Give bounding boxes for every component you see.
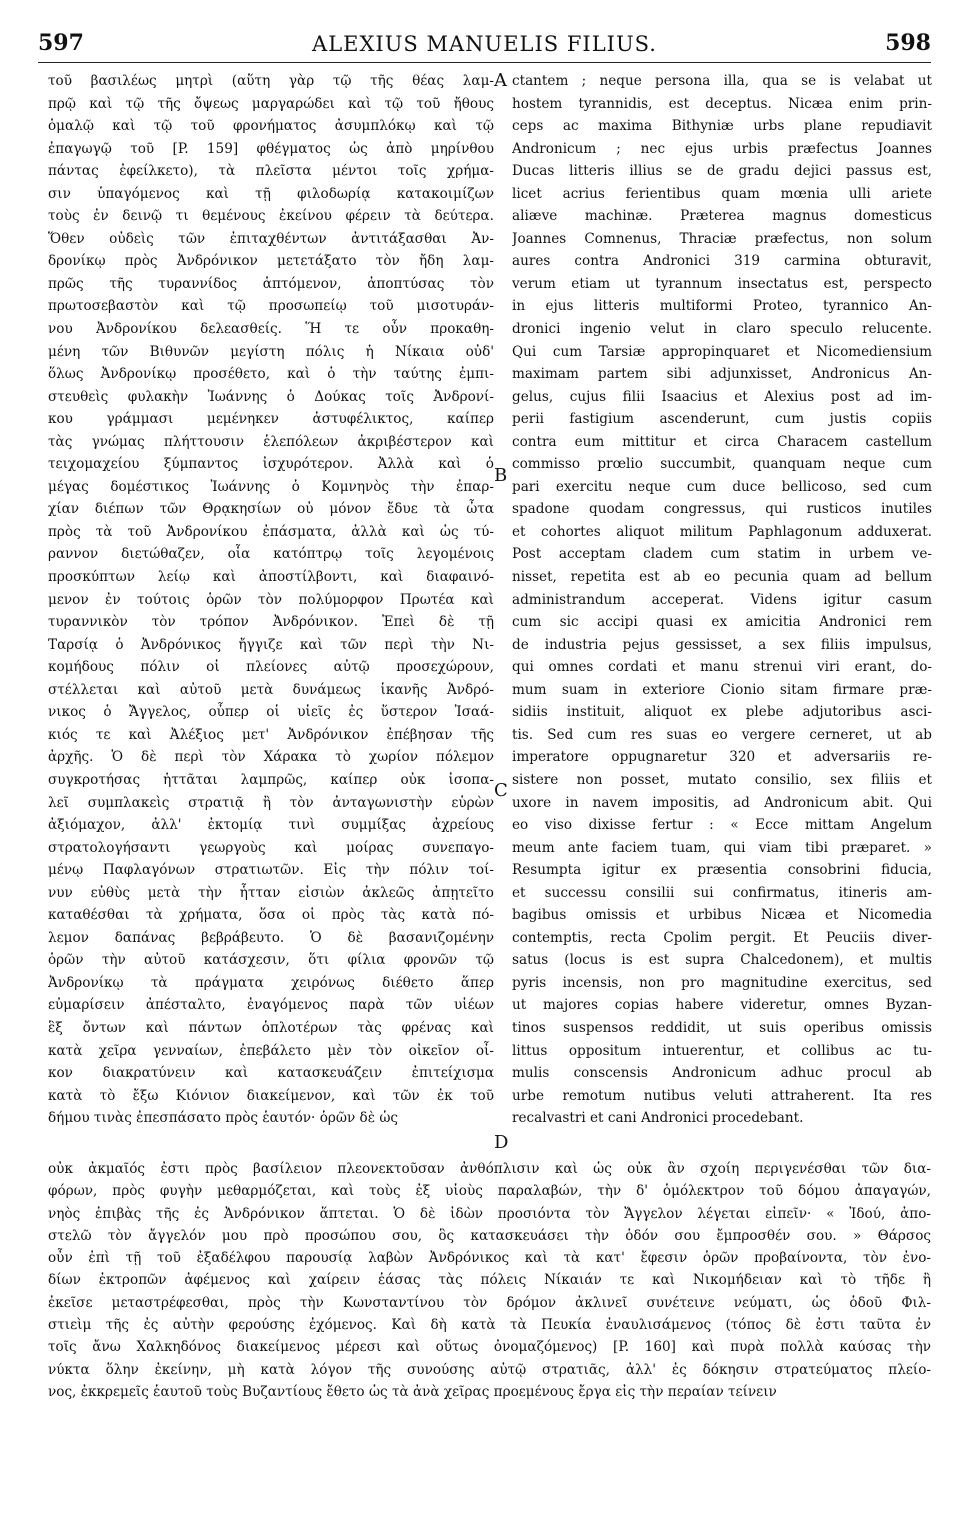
bottom-greek-text-line: δίων ἐκτροπῶν ἀφέμενος καὶ χαίρειν ἐάσας τὰς πόλεις Νίκαιάν τε καὶ Νικομήδειαν καὶ τὸ τῆδε ἢ (48, 1272, 931, 1289)
latin-text-line: hostem tyrannidis, est deceptus. Nicæa enim prin- (512, 95, 932, 112)
greek-text-line: κατὰ χεῖρα γενναίων, ἐπεβάλετο μὲν τὸν οἰκεῖον οἶ- (48, 1042, 494, 1059)
header-rule (38, 62, 931, 63)
page-header (38, 24, 931, 58)
greek-text-line: δήμου τινὰς ἐπεσπάσατο πρὸς ἑαυτόν· ὁρῶν δὲ ὡς (48, 1110, 399, 1127)
greek-text-line: ὁμαλῷ καὶ τῷ τοῦ φρονήματος ἀσυμπλόκῳ καὶ τῷ (48, 118, 494, 135)
latin-text-line: maximam partem sibi adjunxisset, Andronicus An- (512, 366, 932, 383)
latin-text-line: bagibus omissis et urbibus Nicæa et Nicomedia (512, 907, 932, 924)
bottom-greek-text-line: στιεὶμ τῆς ἐς αὐτὴν φερούσης ἐχόμενος. Καὶ δὴ κατὰ τὰ Πευκία ἐναυλισάμενος (τόπος δὲ ἐστι ταῦτα ἐν (48, 1317, 931, 1334)
latin-text-line: contemptis, recta Cpolim pergit. Et Peuciis diver- (512, 929, 932, 946)
bottom-greek-text-line: οὐκ ἀκμαῖός ἐστι πρὸς βασίλειον πλεονεκτοῦσαν ἀνθόπλισιν καὶ ὡς οὐκ ἂν σχοίη περιγενέσθαι τῶν δια- (48, 1161, 931, 1177)
latin-text-line: eo viso dixisse fertur : « Ecce mittam Angelum (512, 817, 932, 834)
latin-text-line: spadone quodam congressus, qui rusticos inutiles (512, 501, 932, 518)
greek-text-line: προσκύπτων λείῳ καὶ ἀποστίλβοντι, καὶ διαφαινό- (48, 569, 494, 586)
greek-text-line: νυν εὐθὺς μετὰ τὴν ἧτταν εἰσιὼν ἀκλεῶς ἀπῃτεῖτο (48, 884, 494, 901)
greek-text-line: πρὸς τὰ τοῦ Ἀνδρονίκου ἐπάσματα, ἀλλὰ καὶ ὡς τύ- (48, 523, 494, 540)
greek-text-line: νου Ἀνδρονίκου δελεασθείς. Ἥ τε οὖν προκαθη- (48, 321, 494, 338)
greek-text-line: πάντας ἐφείλκετο), τὰ πλεῖστα μέντοι τοῖς χρήμα- (48, 163, 494, 180)
latin-text-line: gelus, cujus filii Isaacius et Alexius post ad im- (512, 388, 932, 405)
bottom-greek-text-line: νηὸς ἐπιβὰς τῆς ἐς Ἀνδρόνικον ἅπτεται. Ὁ δὲ ἰδὼν προσιόντα τὸν Ἄγγελον λέγεται εἰπεῖν· « Ἰδού, ἀπο- (48, 1205, 931, 1222)
greek-text-line: τυραννικὸν τὸν τρόπον Ἀνδρόνικον. Ἐπεὶ δὲ τῇ (48, 614, 494, 631)
section-marker-c: C (494, 780, 508, 801)
greek-text-line: Ἀνδρονίκῳ τὰ πράγματα χειρόνως διέθετο ἅπερ (48, 974, 494, 991)
greek-text-line: εὐμαρίσειν ἀπέσταλτο, ἐναγόμενος παρὰ τῶν υἱέων (48, 997, 494, 1014)
greek-text-line: ὅλως Ἀνδρονίκῳ προσέθετο, καὶ ὁ τὴν ταύτης ἐμπι- (48, 366, 494, 383)
greek-text-line: ἀρχῆς. Ὁ δὲ περὶ τὸν Χάρακα τὸ χωρίον πόλεμον (48, 749, 494, 766)
greek-text-line: χίαν διέπων τῶν Θρᾳκησίων οὐ μόνον ἔδυε τὰ ὦτα (48, 501, 494, 518)
latin-text-line: sidiis instituit, aliquot ex plebe adjutoribus asci- (512, 704, 932, 721)
page-number-left: 597 (38, 30, 84, 56)
bottom-greek-text-line: οὖν ἐπὶ τῇ τοῦ ἐξαδέλφου παρουσίᾳ λαβὼν Ἀνδρόνικος καὶ τὰ κατ' ἔφεσιν ὁρῶν προβαίνοντα, τὸν ἐνο- (48, 1250, 931, 1267)
greek-text-column (48, 70, 494, 1130)
greek-text-line: πρωτοσεβαστὸν καὶ τῷ προσωπείῳ τοῦ μισοτυράν- (48, 298, 494, 315)
latin-text-line: Resumpta igitur ex præsentia consobrini fiducia, (512, 862, 932, 879)
greek-text-line: ὁρῶν τὴν αὐτοῦ κατάσχεσιν, ὅτι φίλια φρονῶν τῷ (48, 952, 494, 969)
latin-text-line: meum ante faciem tuam, qui viam tibi præparet. » (512, 839, 932, 856)
latin-text-line: recalvastri et cani Andronici procedebant. (512, 1110, 804, 1127)
latin-text-line: Andronicum ; nec ejus urbis præfectus Joannes (512, 140, 932, 157)
section-marker-b: B (494, 465, 508, 486)
latin-text-line: imperatore oppugnaretur 320 et adversariis re- (512, 749, 932, 766)
latin-text-line: satus (locus is est supra Chalcedonem), et multis (512, 952, 932, 969)
greek-text-line: σιν ὑπαγόμενος καὶ τῇ φιλοδωρίᾳ κατακοιμίζων (48, 185, 494, 202)
greek-text-line: καταθέσθαι τὰ χρήματα, ὅσα οἱ πρὸς τὰς κατὰ πό- (48, 907, 494, 924)
latin-text-line: in ejus litteris multiformi Proteo, tyrannico An- (512, 298, 932, 315)
greek-text-line: κατὰ τὸ ἔξω Κιόνιον διακείμενον, καὶ τῶν ἐκ τοῦ (48, 1087, 494, 1104)
greek-text-line: ἐπαγωγῷ τοῦ [P. 159] φθέγματος ὡς ἀπὸ μηρίνθου (48, 140, 494, 157)
greek-text-line: κιός τε καὶ Ἀλέξιος μετ' Ἀνδρόνικον ἐπέβησαν τῆς (48, 726, 494, 743)
greek-text-line: τοὺς ἐν δεινῷ τι θεμένους ἐκείνου φέρειν τὰ δεύτερα. (48, 208, 494, 225)
bottom-greek-text-line: τοῖς ἄνω Χαλκηδόνος διακείμενος μέρεσι καὶ οὕτως ὀνομαζόμενος) [P. 160] καὶ πυρὰ πολλὰ καύσας τὴν (48, 1339, 931, 1356)
greek-text-line: πρῶς τῆς τυραννίδος ἁπτόμενον, ἀποπτύσας τὸν (48, 275, 494, 292)
latin-text-line: aliæve machinæ. Præterea magnus domesticus (512, 208, 932, 225)
latin-text-line: urbe remotum nutibus veluti attraherent. Ita res (512, 1087, 932, 1104)
latin-text-column (512, 70, 932, 1130)
latin-text-line: nisset, repetita est ab eo pecunia quam ad bellum (512, 569, 932, 586)
latin-text-line: tis. Sed cum res suas eo vergere cerneret, ut ab (512, 726, 932, 743)
greek-text-line: πρῷ καὶ τῷ τῆς ὄψεως μαργαρώδει καὶ τῷ τοῦ ἤθους (48, 95, 494, 112)
greek-text-line: δρονίκῳ πρὸς Ἀνδρόνικον μετετάξατο τὸν ἤδη λαμ- (48, 253, 494, 270)
greek-text-line: μένῳ Παφλαγόνων στρατιωτῶν. Εἰς τὴν πόλιν τοί- (48, 862, 494, 879)
greek-text-line: κου γράμμασι μεμένηκεν ἀστυφέλικτος, καίπερ (48, 411, 494, 428)
latin-text-line: ceps ac maxima Bithyniæ urbs plane repudiavit (512, 118, 932, 135)
greek-text-line: συγκροτήσας ἡττᾶται λαμπρῶς, καίπερ οὐκ ἰσοπα- (48, 771, 494, 788)
latin-text-line: dronici ingenio velut in claro speculo relucente. (512, 321, 932, 338)
latin-text-line: et successu consilii sui confirmatus, itineris am- (512, 884, 932, 901)
bottom-greek-text-line: νος, ἐκκρεμεῖς ἑαυτοῦ τοὺς Βυζαντίους ἔθετο ὡς τὰ ἀνὰ χεῖρας προεμένους ἔργα εἰς τὴν περαίαν τείνειν (48, 1383, 777, 1400)
latin-text-line: commisso prœlio succumbit, quanquam neque cum (512, 456, 932, 473)
latin-text-line: verum etiam ut tyrannum insectatus est, perspecto (512, 275, 932, 292)
greek-text-line: τοῦ βασιλέως μητρὶ (αὕτη γὰρ τῷ τῆς θέας λαμ- (48, 73, 494, 89)
greek-text-line: λεμον δαπάνας βεβράβευτο. Ὁ δὲ βασανιζομένην (48, 929, 494, 946)
latin-text-line: contra eum mittitur et circa Characem castellum (512, 433, 932, 450)
bottom-greek-text-line: νύκτα ὅλην ἐκείνην, μὴ κατὰ λόγον τῆς συνούσης αὐτῷ στρατιᾶς, ἀλλ' ἐς δόκησιν στρατεύματος πλείο- (48, 1361, 931, 1378)
latin-text-line: Ducas litteris illius se de gradu dejici passus est, (512, 163, 932, 180)
greek-text-line: Ταρσίᾳ ὁ Ἀνδρόνικος ἤγγιζε καὶ τῶν περὶ τὴν Νι- (48, 636, 494, 653)
greek-text-line: μένη τῶν Βιθυνῶν μεγίστη πόλις ἡ Νίκαια οὐδ' (48, 343, 494, 360)
full-width-greek-text (48, 1158, 931, 1403)
greek-text-line: μέγας δομέστικος Ἰωάννης ὁ Κομνηνὸς τὴν ἐπαρ- (48, 478, 494, 495)
greek-text-line: κομήδους πόλιν οἱ πλείονες αὐτῷ προσεχώρουν, (48, 659, 494, 676)
latin-text-line: mum suam in exteriore Cionio sitam firmare præ- (512, 681, 932, 698)
greek-text-line: στευθεὶς φυλακὴν Ἰωάννης ὁ Δούκας τοῖς Ἀνδρονί- (48, 388, 494, 405)
latin-text-line: tinos suspensos reddidit, ut suis operibus omissis (512, 1019, 932, 1036)
greek-text-line: ἓξ ὄντων καὶ πάντων ὁπλοτέρων τὰς φρένας καὶ (48, 1019, 494, 1036)
latin-text-line: Joannes Comnenus, Thraciæ præfectus, non solum (512, 230, 932, 247)
latin-text-line: littus oppositum intuerentur, et collibus ac tu- (512, 1042, 932, 1059)
latin-text-line: de industria pejus gessisset, a sex filiis impulsus, (512, 636, 932, 653)
greek-text-line: νικος ὁ Ἄγγελος, οὗπερ οἱ υἱεῖς ἐς ὕστερον Ἰσαά- (48, 704, 494, 721)
latin-text-line: cum sic accipi quasi ex amicitia Andronici rem (512, 614, 932, 631)
greek-text-line: στέλλεται καὶ αὐτοῦ μετὰ δυνάμεως ἱκανῆς Ἀνδρό- (48, 681, 494, 698)
latin-text-line: uxore in navem impositis, ad Andronicum abit. Qui (512, 794, 932, 811)
latin-text-line: ctantem ; neque persona illa, qua se is velabat ut (512, 73, 932, 89)
bottom-greek-text-line: φόρων, πρὸς φυγὴν μεθαρμόζεται, καὶ τοὺς ἐξ υἱοὺς παραλαβών, τὴν δ' ὁμόλεκτρον τοῦ δόμου ἀπαγαγών, (48, 1183, 931, 1200)
greek-text-line: τειχομαχείου ξύμπαντος ἰσχυρότερον. Ἀλλὰ καὶ ὁ (48, 456, 494, 473)
latin-text-line: ut majores copias habere videretur, omnes Byzan- (512, 997, 932, 1014)
latin-text-line: licet acrius ferientibus quam mœnia ulli ariete (512, 185, 932, 202)
latin-text-line: qui omnes cordati et manu strenui viri erant, do- (512, 659, 932, 676)
greek-text-line: λεῖ συμπλακεὶς στρατιᾷ ἢ τὸν ἀνταγωνιστὴν εὑρὼν (48, 794, 494, 811)
greek-text-line: κον διακρατύνειν καὶ κατασκευάζειν ἐπιτείχισμα (48, 1065, 494, 1082)
latin-text-line: administrandum acceperat. Videns igitur casum (512, 591, 932, 608)
page-number-right: 598 (885, 30, 931, 56)
greek-text-line: ραννον διετώθαζεν, οἷα κατόπτρῳ τοῖς λεγομένοις (48, 546, 494, 563)
section-marker-d: D (494, 1132, 509, 1153)
greek-text-line: στρατολογήσαντι γεωργοὺς καὶ μοίρας συνεπαγο- (48, 839, 494, 856)
latin-text-line: et cohortes aliquot militum Paphlagonum adduxerat. (512, 523, 932, 540)
latin-text-line: sistere non posset, mutato consilio, sex filiis et (512, 771, 932, 788)
latin-text-line: mulis conscensis Andronicum adhuc procul ab (512, 1065, 932, 1082)
latin-text-line: Post acceptam cladem cum statim in urbem ve- (512, 546, 932, 563)
running-title: ALEXIUS MANUELIS FILIUS. (312, 32, 657, 56)
section-marker-a: A (494, 70, 507, 91)
greek-text-line: ἀξιόμαχον, ἀλλ' ἐκτομίᾳ τινὶ συμμίξας ἀχρείους (48, 817, 494, 834)
greek-text-line: Ὅθεν οὐδεὶς τῶν ἐπιταχθέντων ἀντιτάξασθαι Ἀν- (48, 230, 494, 247)
greek-text-line: τὰς γνώμας πλήττουσιν ἑλεπόλεων ἀκριβέστερον καὶ (48, 433, 494, 450)
greek-text-line: μενον ἐν τούτοις ὁρῶν τὸν πολύμορφον Πρωτέα καὶ (48, 591, 494, 608)
bottom-greek-text-line: ἐκεῖσε μεταστρέφεσθαι, πρὸς τὴν Κωνσταντίνου τὸν δρόμον ἀκλινεῖ συνέτεινε νεύματι, ὡς ὁδοῦ Φιλ- (48, 1294, 931, 1311)
latin-text-line: pyris incensis, non pro magnitudine exercitus, sed (512, 974, 932, 991)
latin-text-line: perii fastigium ascenderunt, cum justis copiis (512, 411, 932, 428)
bottom-greek-text-line: στελῶ τὸν ἄγγελόν μου πρὸ προσώπου σου, ὃς κατασκευάσει τὴν ὁδόν σου ἔμπροσθέν σου. » Θάρσος (48, 1227, 931, 1244)
latin-text-line: pari exercitu neque cum duce bellicoso, sed cum (512, 478, 932, 495)
latin-text-line: Qui cum Tarsiæ appropinquaret et Nicomediensium (512, 343, 932, 360)
latin-text-line: aures contra Andronici 319 carmina obturavit, (512, 253, 932, 270)
